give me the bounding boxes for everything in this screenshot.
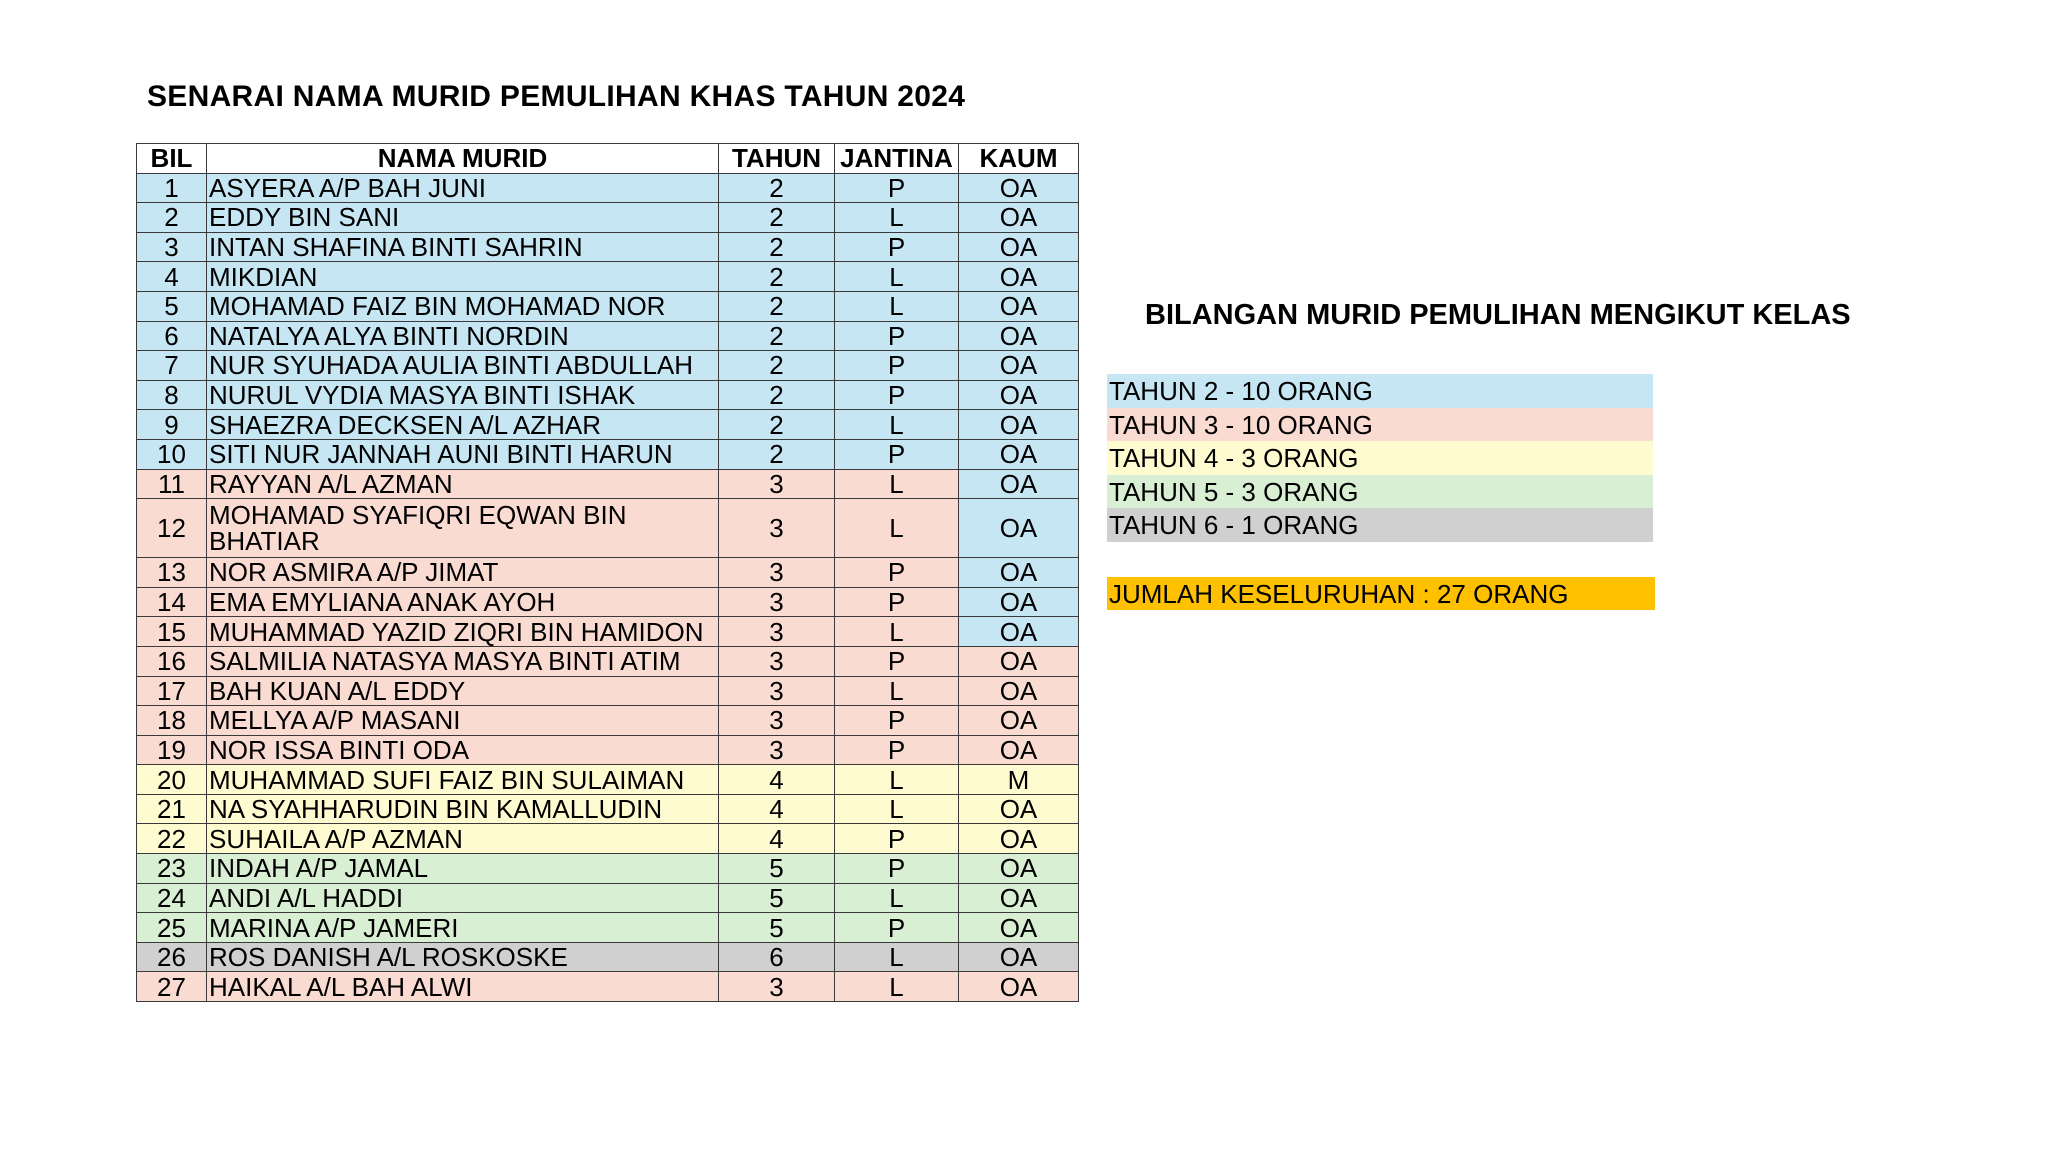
nama-cell: MUHAMMAD SUFI FAIZ BIN SULAIMAN [207,765,719,795]
jantina-cell: L [835,676,959,706]
tahun-cell: 4 [719,794,835,824]
jantina-cell: P [835,735,959,765]
bil-cell: 2 [137,203,207,233]
bil-cell: 9 [137,410,207,440]
bil-cell: 22 [137,824,207,854]
tahun-cell: 2 [719,321,835,351]
kaum-cell: OA [959,617,1079,647]
table-row [137,203,1079,233]
tahun-cell: 3 [719,617,835,647]
bil-cell: 25 [137,913,207,943]
nama-cell: MOHAMAD SYAFIQRI EQWAN BIN BHATIAR [207,499,719,558]
jantina-cell: P [835,854,959,884]
jantina-cell: L [835,291,959,321]
nama-cell: ANDI A/L HADDI [207,883,719,913]
bil-cell: 3 [137,232,207,262]
kaum-cell: OA [959,854,1079,884]
jantina-cell: P [835,913,959,943]
bil-cell: 11 [137,469,207,499]
tahun-cell: 2 [719,173,835,203]
tahun-cell: 3 [719,558,835,588]
kaum-cell: OA [959,351,1079,381]
tahun-cell: 2 [719,410,835,440]
kaum-cell: OA [959,942,1079,972]
kaum-cell: M [959,765,1079,795]
kaum-cell: OA [959,439,1079,469]
jantina-cell: L [835,794,959,824]
bil-cell: 23 [137,854,207,884]
tahun-cell: 4 [719,824,835,854]
kaum-cell: OA [959,262,1079,292]
class-count-item: TAHUN 5 - 3 ORANG [1107,475,1653,509]
nama-cell: ROS DANISH A/L ROSKOSKE [207,942,719,972]
nama-cell: NOR ISSA BINTI ODA [207,735,719,765]
kaum-cell: OA [959,203,1079,233]
kaum-cell: OA [959,380,1079,410]
jantina-cell: L [835,203,959,233]
jantina-cell: P [835,380,959,410]
tahun-cell: 2 [719,291,835,321]
kaum-cell: OA [959,972,1079,1002]
bil-cell: 13 [137,558,207,588]
tahun-cell: 3 [719,735,835,765]
tahun-cell: 4 [719,765,835,795]
nama-cell: RAYYAN A/L AZMAN [207,469,719,499]
kaum-cell: OA [959,410,1079,440]
header-kaum: KAUM [959,144,1079,174]
table-row [137,262,1079,292]
table-row [137,706,1079,736]
table-row [137,794,1079,824]
table-row [137,380,1079,410]
bil-cell: 26 [137,942,207,972]
kaum-cell: OA [959,883,1079,913]
summary-title: BILANGAN MURID PEMULIHAN MENGIKUT KELAS [1145,299,1851,331]
jantina-cell: P [835,706,959,736]
header-jantina: JANTINA [835,144,959,174]
bil-cell: 24 [137,883,207,913]
jantina-cell: P [835,232,959,262]
header-bil: BIL [137,144,207,174]
table-row [137,646,1079,676]
kaum-cell: OA [959,587,1079,617]
kaum-cell: OA [959,706,1079,736]
tahun-cell: 2 [719,203,835,233]
tahun-cell: 2 [719,232,835,262]
nama-cell: NOR ASMIRA A/P JIMAT [207,558,719,588]
kaum-cell: OA [959,824,1079,854]
kaum-cell: OA [959,321,1079,351]
nama-cell: EDDY BIN SANI [207,203,719,233]
kaum-cell: OA [959,173,1079,203]
jantina-cell: L [835,883,959,913]
kaum-cell: OA [959,646,1079,676]
nama-cell: ASYERA A/P BAH JUNI [207,173,719,203]
class-count-item: TAHUN 2 - 10 ORANG [1107,374,1653,408]
kaum-cell: OA [959,232,1079,262]
class-count-item: TAHUN 6 - 1 ORANG [1107,508,1653,542]
table-row [137,469,1079,499]
nama-cell: NURUL VYDIA MASYA BINTI ISHAK [207,380,719,410]
table-row [137,587,1079,617]
nama-cell: BAH KUAN A/L EDDY [207,676,719,706]
table-row [137,913,1079,943]
jantina-cell: P [835,646,959,676]
tahun-cell: 2 [719,351,835,381]
table-row [137,942,1079,972]
class-count-list [1107,374,1653,542]
nama-cell: MIKDIAN [207,262,719,292]
kaum-cell: OA [959,499,1079,558]
table-row [137,617,1079,647]
nama-cell: MUHAMMAD YAZID ZIQRI BIN HAMIDON [207,617,719,647]
table-row [137,854,1079,884]
nama-cell: INDAH A/P JAMAL [207,854,719,884]
bil-cell: 27 [137,972,207,1002]
kaum-cell: OA [959,291,1079,321]
jantina-cell: L [835,410,959,440]
kaum-cell: OA [959,469,1079,499]
table-row [137,735,1079,765]
table-row [137,972,1079,1002]
nama-cell: EMA EMYLIANA ANAK AYOH [207,587,719,617]
tahun-cell: 3 [719,469,835,499]
tahun-cell: 2 [719,262,835,292]
table-row [137,558,1079,588]
class-count-item: TAHUN 4 - 3 ORANG [1107,441,1653,475]
nama-cell: SALMILIA NATASYA MASYA BINTI ATIM [207,646,719,676]
bil-cell: 21 [137,794,207,824]
nama-cell: MOHAMAD FAIZ BIN MOHAMAD NOR [207,291,719,321]
nama-cell: NUR SYUHADA AULIA BINTI ABDULLAH [207,351,719,381]
class-count-item: TAHUN 3 - 10 ORANG [1107,408,1653,442]
bil-cell: 10 [137,439,207,469]
tahun-cell: 5 [719,854,835,884]
nama-cell: SUHAILA A/P AZMAN [207,824,719,854]
jantina-cell: P [835,439,959,469]
tahun-cell: 3 [719,706,835,736]
nama-cell: INTAN SHAFINA BINTI SAHRIN [207,232,719,262]
table-row [137,499,1079,558]
bil-cell: 12 [137,499,207,558]
jantina-cell: P [835,351,959,381]
header-tahun: TAHUN [719,144,835,174]
tahun-cell: 6 [719,942,835,972]
bil-cell: 16 [137,646,207,676]
bil-cell: 19 [137,735,207,765]
bil-cell: 17 [137,676,207,706]
tahun-cell: 3 [719,587,835,617]
table-row [137,321,1079,351]
jantina-cell: P [835,587,959,617]
nama-cell: MELLYA A/P MASANI [207,706,719,736]
nama-cell: HAIKAL A/L BAH ALWI [207,972,719,1002]
bil-cell: 8 [137,380,207,410]
bil-cell: 4 [137,262,207,292]
bil-cell: 7 [137,351,207,381]
tahun-cell: 2 [719,439,835,469]
table-row [137,232,1079,262]
table-header-row [137,144,1079,174]
tahun-cell: 3 [719,972,835,1002]
page-title: SENARAI NAMA MURID PEMULIHAN KHAS TAHUN 2024 [147,80,966,113]
jantina-cell: L [835,972,959,1002]
jantina-cell: P [835,321,959,351]
nama-cell: NA SYAHHARUDIN BIN KAMALLUDIN [207,794,719,824]
table-row [137,439,1079,469]
table-row [137,351,1079,381]
kaum-cell: OA [959,735,1079,765]
table-row [137,676,1079,706]
table-row [137,765,1079,795]
jantina-cell: L [835,469,959,499]
jantina-cell: L [835,765,959,795]
nama-cell: MARINA A/P JAMERI [207,913,719,943]
jantina-cell: L [835,617,959,647]
header-nama-murid: NAMA MURID [207,144,719,174]
nama-cell: SHAEZRA DECKSEN A/L AZHAR [207,410,719,440]
bil-cell: 15 [137,617,207,647]
nama-cell: NATALYA ALYA BINTI NORDIN [207,321,719,351]
student-table [136,143,1079,1002]
bil-cell: 6 [137,321,207,351]
kaum-cell: OA [959,676,1079,706]
table-row [137,410,1079,440]
jantina-cell: L [835,262,959,292]
tahun-cell: 5 [719,913,835,943]
bil-cell: 1 [137,173,207,203]
bil-cell: 20 [137,765,207,795]
table-row [137,824,1079,854]
table-row [137,173,1079,203]
bil-cell: 18 [137,706,207,736]
kaum-cell: OA [959,913,1079,943]
jantina-cell: P [835,558,959,588]
bil-cell: 14 [137,587,207,617]
tahun-cell: 3 [719,676,835,706]
tahun-cell: 5 [719,883,835,913]
kaum-cell: OA [959,794,1079,824]
tahun-cell: 2 [719,380,835,410]
total-count: JUMLAH KESELURUHAN : 27 ORANG [1107,577,1655,610]
tahun-cell: 3 [719,499,835,558]
jantina-cell: P [835,824,959,854]
bil-cell: 5 [137,291,207,321]
kaum-cell: OA [959,558,1079,588]
table-body [137,173,1079,1001]
jantina-cell: P [835,173,959,203]
table-row [137,883,1079,913]
nama-cell: SITI NUR JANNAH AUNI BINTI HARUN [207,439,719,469]
table-row [137,291,1079,321]
tahun-cell: 3 [719,646,835,676]
jantina-cell: L [835,499,959,558]
jantina-cell: L [835,942,959,972]
